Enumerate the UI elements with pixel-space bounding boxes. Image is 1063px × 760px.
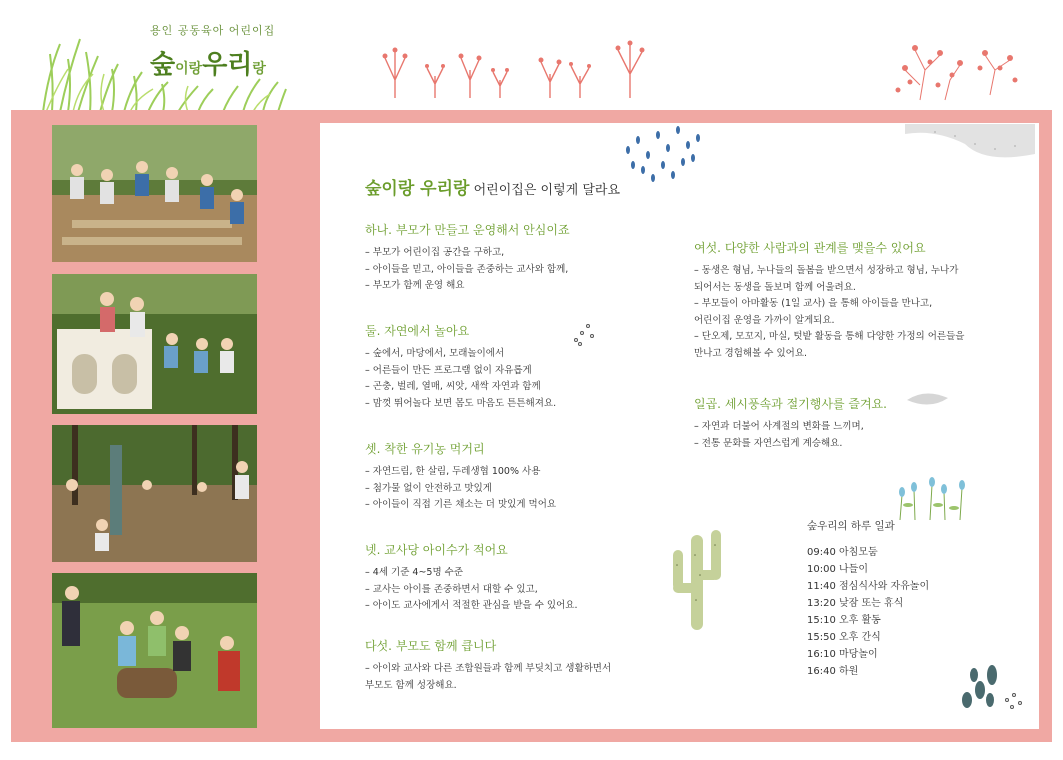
section-2-item: – 숲에서, 마당에서, 모래놀이에서 xyxy=(365,346,556,363)
section-2-list xyxy=(365,346,556,412)
logo-part-4: 랑 xyxy=(252,61,266,77)
section-6-item: – 동생은 형님, 누나들의 돌봄을 받으면서 성장하고 형님, 누나가 xyxy=(694,263,964,280)
schedule-item: 13:20 낮잠 또는 휴식 xyxy=(807,598,904,609)
section-6-list xyxy=(694,263,964,362)
coral-flowers-decoration xyxy=(375,40,665,100)
main-title xyxy=(365,174,620,199)
section-6-item: – 부모들이 아마활동 (1일 교사) 을 통해 아이들을 만나고, xyxy=(694,296,964,313)
section-7-list xyxy=(694,419,864,452)
section-7-item: – 전통 문화를 자연스럽게 계승해요. xyxy=(694,436,864,453)
main-title-rest: 어린이집은 이렇게 달라요 xyxy=(473,183,620,198)
photo-children-wooden-deck xyxy=(52,125,257,262)
section-5-item: – 아이와 교사와 다른 조합원들과 함께 부딪치고 생활하면서 xyxy=(365,661,611,678)
section-5-item: 부모도 함께 성장해요. xyxy=(365,679,457,691)
section-1-list xyxy=(365,245,568,295)
coral-berries-decoration xyxy=(890,40,1020,105)
section-3-item: – 자연드림, 한 살림, 두레생협 100% 사용 xyxy=(365,464,556,481)
blue-flowers-decoration xyxy=(890,460,975,525)
section-1-title: 하나. 부모가 만들고 운영해서 안심이죠 xyxy=(365,223,570,237)
section-7-item: – 자연과 더불어 사계절의 변화를 느끼며, xyxy=(694,419,864,436)
schedule-item: 15:10 오후 활동 xyxy=(807,615,881,626)
section-4-item: – 교사는 아이를 존중하면서 대할 수 있고, xyxy=(365,582,577,599)
photo-children-play-structure xyxy=(52,274,257,414)
section-2-item: – 어른들이 만든 프로그램 없이 자유롭게 xyxy=(365,363,556,380)
blue-leaves-decoration xyxy=(618,120,708,185)
schedule-item: 15:50 오후 간식 xyxy=(807,632,881,643)
dark-plant-decoration xyxy=(952,645,1027,715)
logo-title xyxy=(150,44,266,81)
section-7-title: 일곱. 세시풍속과 절기행사를 즐겨요. xyxy=(694,397,887,411)
section-6-item: 만나고 경험해볼 수 있어요. xyxy=(694,347,808,359)
section-4-item: – 4세 기준 4~5명 수준 xyxy=(365,565,577,582)
schedule-title: 숲우리의 하루 일과 xyxy=(807,520,895,532)
section-1-item: – 아이들을 믿고, 아이들을 존중하는 교사와 함께, xyxy=(365,262,568,279)
section-3-title: 셋. 착한 유기농 먹거리 xyxy=(365,442,485,456)
section-4-title: 넷. 교사당 아이수가 적어요 xyxy=(365,543,508,557)
daycare-subtitle: 용인 공동육아 어린이집 xyxy=(150,24,276,37)
logo-part-3: 우리 xyxy=(202,50,253,80)
schedule-list xyxy=(807,544,929,680)
section-2-item: – 곤충, 벌레, 열매, 씨앗, 새싹 자연과 함께 xyxy=(365,379,556,396)
section-6-item: 되어서는 동생을 돌보며 함께 어울려요. xyxy=(694,281,856,293)
section-5-list xyxy=(365,661,611,694)
schedule-item: 16:10 마당놀이 xyxy=(807,649,878,660)
section-6-title: 여섯. 다양한 사람과의 관계를 맺을수 있어요 xyxy=(694,241,926,255)
cactus-decoration xyxy=(665,515,730,630)
grey-dots-decoration xyxy=(905,124,1035,164)
section-4-list xyxy=(365,565,577,615)
section-6-item: 어린이집 운영을 가까이 알게되요. xyxy=(694,314,835,326)
schedule-item: 09:40 아침모둠 xyxy=(807,547,878,558)
photo-children-log xyxy=(52,573,257,728)
section-2-title: 둘. 자연에서 놀아요 xyxy=(365,324,470,338)
logo-part-2: 이랑 xyxy=(175,61,203,77)
section-3-item: – 아이들이 직접 기른 채소는 더 맛있게 먹어요 xyxy=(365,497,556,514)
schedule-item: 11:40 점심식사와 자유놀이 xyxy=(807,581,930,592)
logo-part-1: 숲 xyxy=(150,50,176,80)
section-3-item: – 첨가물 없이 안전하고 맛있게 xyxy=(365,481,556,498)
section-1-item: – 부모가 어린이집 공간을 구하고, xyxy=(365,245,568,262)
section-5-title: 다섯. 부모도 함께 큽니다 xyxy=(365,639,497,653)
section-6-item: – 단오제, 모꼬지, 마실, 텃밭 활동을 통해 다양한 가정의 어른들을 xyxy=(694,329,964,346)
main-title-brand: 숲이랑 우리랑 xyxy=(365,179,470,199)
section-2-item: – 맘껏 뛰어놀다 보면 몸도 마음도 튼튼해져요. xyxy=(365,396,556,413)
small-dots-decoration xyxy=(570,318,600,348)
section-3-list xyxy=(365,464,556,514)
schedule-item: 10:00 나들이 xyxy=(807,564,868,575)
grey-leaf-decoration xyxy=(905,388,950,410)
photo-children-forest xyxy=(52,425,257,562)
section-4-item: – 아이도 교사에게서 적절한 관심을 받을 수 있어요. xyxy=(365,598,577,615)
schedule-item: 16:40 하원 xyxy=(807,666,859,677)
section-1-item: – 부모가 함께 운영 해요 xyxy=(365,278,568,295)
